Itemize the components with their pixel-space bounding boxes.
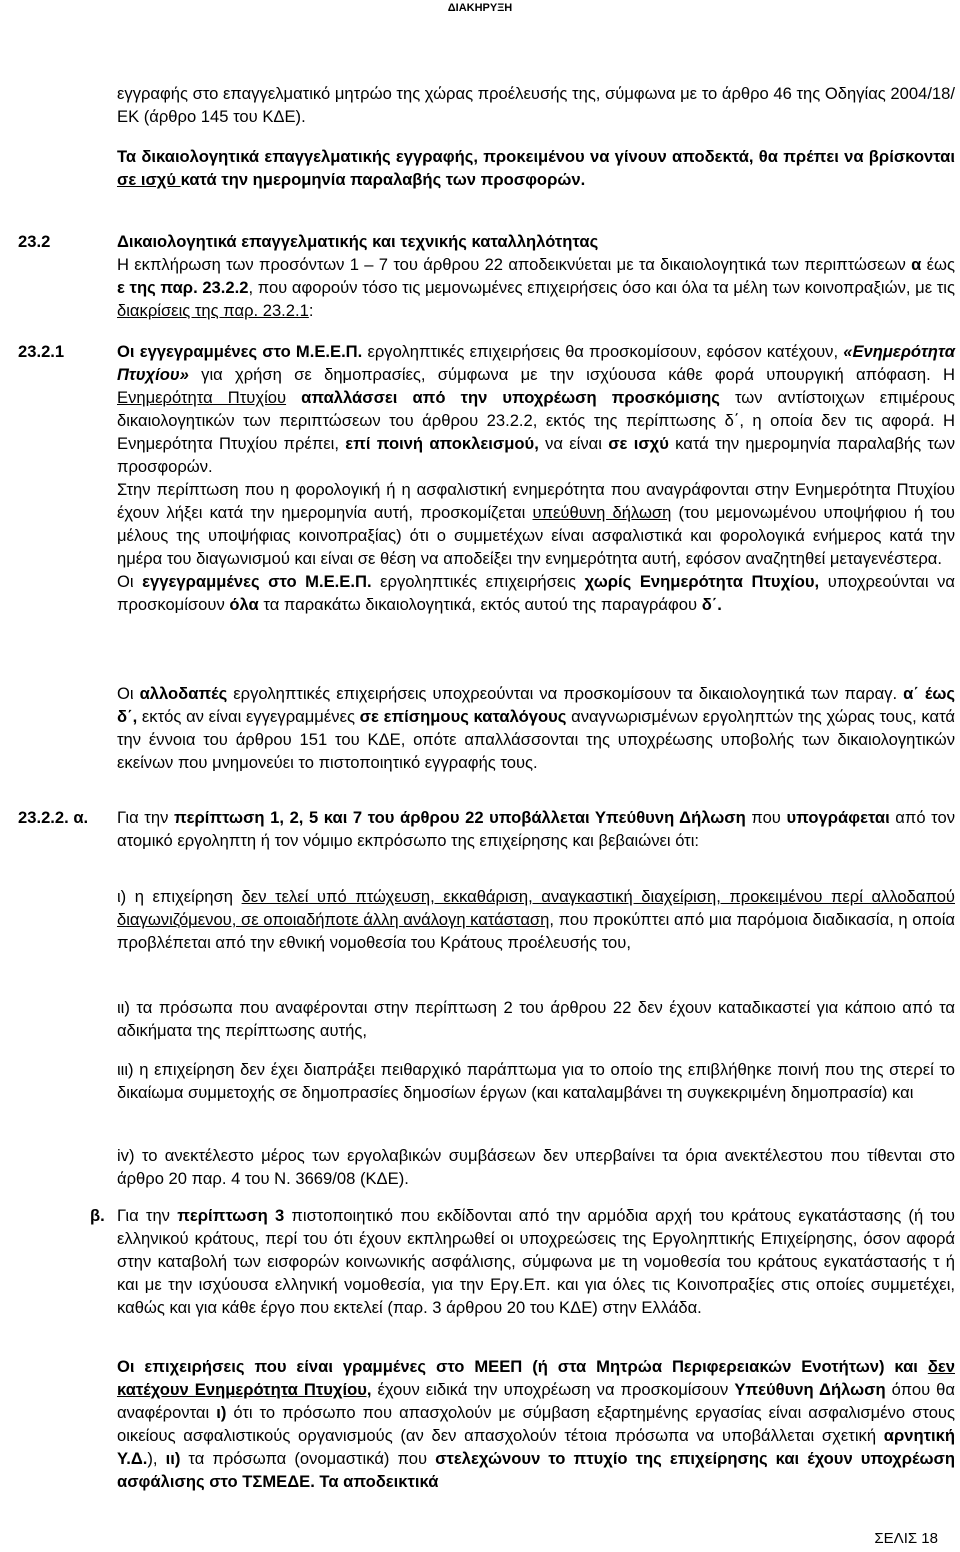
section-title: Δικαιολογητικά επαγγελματικής και τεχνικής καταλληλότητας [117, 232, 599, 251]
foreign-firms-paragraph: Οι αλλοδαπές εργοληπτικές επιχειρήσεις υποχρεούνται να προσκομίσουν τα δικαιολογητικά των παραγ. α΄ έως δ΄, εκτός αν είναι εγγεγραμμένες σε επίσημους καταλόγους αναγνωρισμένων εργοληπτών της χώρας τους, κατά την έννοια του άρθρου 151 του ΚΔΕ, οπότε απαλλάσσονται της υποχρέωσης υποβολής των δικαιολογητικών εκείνων που μνημονεύει το πιστοποιητικό εγγραφής τους. [117, 684, 955, 772]
section-number-23-2: 23.2 [18, 232, 51, 251]
section-23-2-text: Η εκπλήρωση των προσόντων 1 – 7 του άρθρου 22 αποδεικνύεται με τα δικαιολογητικά των περιπτώσεων α έως ε της παρ. 23.2.2, που αφορούν τόσο τις μεμονωμένες επιχειρήσεις όσο και όλα τα μέλη των κοινοπραξιών, με τις διακρίσεις της παρ. 23.2.1: [117, 255, 955, 320]
section-23-2-2-a: Για την περίπτωση 1, 2, 5 και 7 του άρθρου 22 υποβάλλεται Υπεύθυνη Δήλωση που υπογράφεται από τον ατομικό εργοληπτη ή τον νόμιμο εκπρόσωπο της επιχείρησης και βεβαιώνει ότι: [117, 808, 955, 850]
section-number-23-2-1: 23.2.1 [18, 342, 65, 361]
list-item-ii: ιι) τα πρόσωπα που αναφέρονται στην περίπτωση 2 του άρθρου 22 δεν έχουν καταδικαστεί για κάποιο από τα αδικήματα της περίπτωσης αυτής, [117, 998, 955, 1040]
page-number: ΣΕΛΙΣ 18 [874, 1530, 938, 1547]
list-item-iii: ιιι) η επιχείρηση δεν έχει διαπράξει πειθαρχικό παράπτωμα για το οποίο της επιβλήθηκε ποινή που της στερεί το δικαίωμα συμμετοχής σε δημοπρασίες δημοσίων έργων (και καταλαμβάνει τη συγκεκριμένη δημοπρασία) και [117, 1060, 955, 1102]
section-label-b: β. [90, 1206, 105, 1225]
section-number-23-2-2-a: 23.2.2. α. [18, 808, 89, 827]
section-23-2 [117, 230, 955, 322]
page-header: ΔΙΑΚΗΡΥΞΗ [447, 2, 513, 14]
list-item-i: ι) η επιχείρηση δεν τελεί υπό πτώχευση, εκκαθάριση, αναγκαστική διαχείριση, προκειμένου περί αλλοδαπού διαγωνιζόμενου, σε οποιαδήποτε άλλη ανάλογη κατάσταση, που προκύπτει από μια παρόμοια διαδικασία, η οποία προβλέπεται από την εθνική νομοθεσία του Κράτους προέλευσής του, [117, 887, 955, 952]
section-b: Για την περίπτωση 3 πιστοποιητικό που εκδίδονται από την αρμόδια αρχή του κράτους εγκατάστασης (ή του ελληνικού κράτους, περί του ότι έχουν εκπληρωθεί οι υποχρεώσεις της Εργοληπτικής Επιχείρησης, όσον αφορά στην καταβολή των εισφορών κοινωνικής ασφάλισης, σύμφωνα με τη νομοθεσία του κράτους εγκατάστασής τ ή και με την ισχύουσα ελληνική νομοθεσία, για την Εργ.Επ. και για όλες τις Κοινοπραξίες στις οποίες συμμετέχει, καθώς και για κάθε έργο που εκτελεί (παρ. 3 άρθρου 20 του ΚΔΕ) στην Ελλάδα. [117, 1206, 956, 1317]
list-item-iv: iv) το ανεκτέλεστο μέρος των εργολαβικών συμβάσεων δεν υπερβαίνει τα όρια ανεκτέλεστου που τίθενται στο άρθρο 20 παρ. 4 του Ν. 3669/08 (ΚΔΕ). [117, 1146, 955, 1188]
intro-paragraph-1: εγγραφής στο επαγγελματικό μητρώο της χώρας προέλευσής της, σύμφωνα με το άρθρο 46 της Οδηγίας 2004/18/ΕΚ (άρθρο 145 του ΚΔΕ). [117, 84, 956, 126]
intro-paragraph-2: Τα δικαιολογητικά επαγγελματικής εγγραφής, προκειμένου να γίνουν αποδεκτά, θα πρέπει να βρίσκονται σε ισχύ κατά την ημερομηνία παραλαβής των προσφορών. [117, 147, 955, 189]
registered-firms-paragraph: Οι επιχειρήσεις που είναι γραμμένες στο ΜΕΕΠ (ή στα Μητρώα Περιφερειακών Ενοτήτων) και δεν κατέχουν Ενημερότητα Πτυχίου, έχουν ειδικά την υποχρέωση να προσκομίσουν Υπεύθυνη Δήλωση όπου θα αναφέρονται ι) ότι το πρόσωπο που απασχολούν με σύμβαση εξαρτημένης εργασίας είναι ασφαλισμένο στους οικείους ασφαλιστικούς οργανισμούς (αν δεν απασχολούν τέτοια πρόσωπα να υποβάλλεται σχετική αρνητική Υ.Δ.), ιι) τα πρόσωπα (ονομαστικά) που στελεχώνουν το πτυχίο της επιχείρησης και έχουν υποχρέωση ασφάλισης στο ΤΣΜΕΔΕ. Τα αποδεικτικά [117, 1357, 955, 1491]
section-23-2-1: Οι εγγεγραμμένες στο Μ.Ε.Ε.Π. εργοληπτικές επιχειρήσεις θα προσκομίσουν, εφόσον κατέχουν, «Ενημερότητα Πτυχίου» για χρήση σε δημοπρασίες, σύμφωνα με την ισχύουσα κάθε φορά υπουργική απόφαση. Η Ενημερότητα Πτυχίου απαλλάσσει από την υποχρέωση προσκόμισης των αντίστοιχων επιμέρους δικαιολογητικών των περιπτώσεων του άρθρου 23.2.2, εκτός της περίπτωσης δ΄, η οποία δεν τις αφορά. Η Ενημερότητα Πτυχίου πρέπει, επί ποινή αποκλεισμού, να είναι σε ισχύ κατά την ημερομηνία παραλαβής των προσφορών. Στην περίπτωση που η φορολογική ή η ασφαλιστική ενημερότητα που αναγράφονται στην Ενημερότητα Πτυχίου έχουν λήξει κατά την ημερομηνία αυτή, προσκομίζεται υπεύθυνη δήλωση (του μεμονωμένου υποψήφιου ή του μέλους της υποψήφιας κοινοπραξίας) ότι ο συμμετέχων είναι ασφαλιστικά και φορολογικά ενήμερος κατά την ημέρα του διαγωνισμού και είναι σε θέση να αποδείξει την ενημερότητα αυτή, εφόσον αναζητηθεί μεταγενέστερα. Οι εγγεγραμμένες στο Μ.Ε.Ε.Π. εργοληπτικές επιχειρήσεις χωρίς Ενημερότητα Πτυχίου, υποχρεούνται να προσκομίσουν όλα τα παρακάτω δικαιολογητικά, εκτός αυτού της παραγράφου δ΄. [117, 342, 956, 614]
